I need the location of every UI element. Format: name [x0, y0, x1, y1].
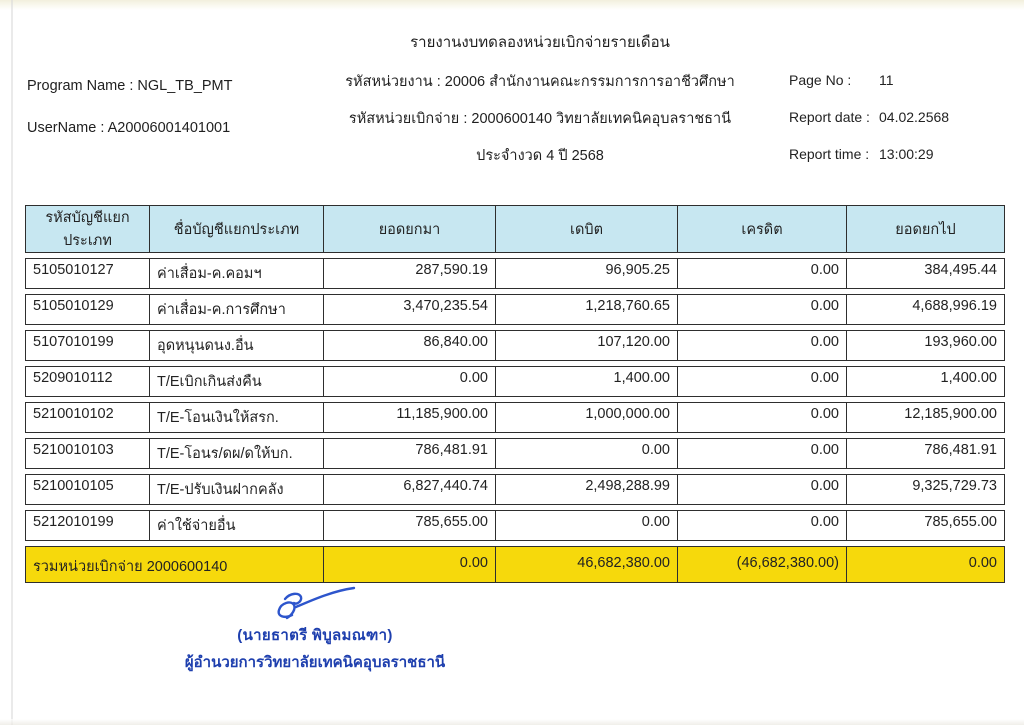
- account-name: T/E-โอนเงินให้สรก.: [149, 403, 323, 432]
- balance: 4,688,996.19: [846, 295, 1004, 324]
- account-code: 5107010199: [33, 334, 114, 350]
- col-header-debit: เดบิต: [495, 206, 677, 252]
- account-name: ค่าใช้จ่ายอื่น: [149, 511, 323, 540]
- signature-block: [150, 585, 480, 674]
- total-carry-forward: 0.00: [323, 547, 495, 582]
- col-header-account-name: ชื่อบัญชีแยกประเภท: [149, 206, 323, 252]
- account-name: T/E-โอนร/ดผ/ดให้บก.: [149, 439, 323, 468]
- account-code: 5210010102: [33, 406, 114, 422]
- account-name: ค่าเสื่อม-ค.การศึกษา: [149, 295, 323, 324]
- col-header-balance: ยอดยกไป: [846, 206, 1004, 252]
- account-name: อุดหนุนดนง.อื่น: [149, 331, 323, 360]
- account-name: ค่าเสื่อม-ค.คอมฯ: [149, 259, 323, 288]
- carry-forward: 3,470,235.54: [323, 295, 495, 324]
- report-time-label: Report time :: [789, 146, 870, 162]
- balance: 785,655.00: [846, 511, 1004, 540]
- program-name-value: NGL_TB_PMT: [137, 78, 233, 94]
- total-debit: 46,682,380.00: [495, 547, 677, 582]
- table-row: [25, 474, 1005, 505]
- col-header-account-code: รหัสบัญชีแยกประเภท: [45, 210, 130, 249]
- account-code: 5210010103: [33, 442, 114, 458]
- balance: 9,325,729.73: [846, 475, 1004, 504]
- account-code: 5210010105: [33, 478, 114, 494]
- total-balance: 0.00: [846, 547, 1004, 582]
- trial-balance-table: [25, 205, 1005, 588]
- report-title: รายงานงบทดลองหน่วยเบิกจ่ายรายเดือน: [410, 34, 670, 51]
- carry-forward: 86,840.00: [323, 331, 495, 360]
- credit: 0.00: [677, 367, 846, 396]
- debit: 107,120.00: [495, 331, 677, 360]
- report-date-label: Report date :: [789, 109, 870, 125]
- credit: 0.00: [677, 475, 846, 504]
- credit: 0.00: [677, 331, 846, 360]
- credit: 0.00: [677, 511, 846, 540]
- credit: 0.00: [677, 403, 846, 432]
- disburse-unit-line: รหัสหน่วยเบิกจ่าย : 2000600140 วิทยาลัยเทคนิคอุบลราชธานี: [348, 111, 732, 127]
- debit: 2,498,288.99: [495, 475, 677, 504]
- total-label: รวมหน่วยเบิกจ่าย 2000600140: [33, 559, 228, 575]
- balance: 384,495.44: [846, 259, 1004, 288]
- scan-edge-left: [11, 0, 13, 725]
- credit: 0.00: [677, 259, 846, 288]
- account-name: T/Eเบิกเกินส่งคืน: [149, 367, 323, 396]
- col-header-credit: เครดิต: [677, 206, 846, 252]
- debit: 1,400.00: [495, 367, 677, 396]
- report-time-value: 13:00:29: [879, 146, 934, 162]
- table-row: [25, 366, 1005, 397]
- scan-edge-bottom: [0, 719, 1024, 725]
- account-code: 5105010129: [33, 298, 114, 314]
- balance: 1,400.00: [846, 367, 1004, 396]
- table-row: [25, 258, 1005, 289]
- username-line: [27, 120, 230, 136]
- table-row: [25, 510, 1005, 541]
- credit: 0.00: [677, 439, 846, 468]
- account-code: 5209010112: [33, 370, 113, 386]
- debit: 0.00: [495, 439, 677, 468]
- account-name: T/E-ปรับเงินฝากคลัง: [149, 475, 323, 504]
- program-name-label: Program Name :: [27, 78, 134, 94]
- table-header-row: [25, 205, 1005, 253]
- carry-forward: 6,827,440.74: [323, 475, 495, 504]
- carry-forward: 287,590.19: [323, 259, 495, 288]
- total-row: [25, 546, 1005, 583]
- debit: 0.00: [495, 511, 677, 540]
- signer-name: (นายธาตรี พิบูลมณฑา): [237, 627, 393, 644]
- carry-forward: 0.00: [323, 367, 495, 396]
- debit: 1,218,760.65: [495, 295, 677, 324]
- signer-title: ผู้อำนวยการวิทยาลัยเทคนิคอุบลราชธานี: [184, 654, 446, 671]
- total-credit: (46,682,380.00): [677, 547, 846, 582]
- col-header-carry-forward: ยอดยกมา: [323, 206, 495, 252]
- table-row: [25, 294, 1005, 325]
- carry-forward: 786,481.91: [323, 439, 495, 468]
- debit: 1,000,000.00: [495, 403, 677, 432]
- period-line: ประจำงวด 4 ปี 2568: [476, 148, 604, 164]
- program-name-line: [27, 78, 233, 94]
- page-no-value: 11: [879, 72, 894, 88]
- balance: 786,481.91: [846, 439, 1004, 468]
- table-row: [25, 438, 1005, 469]
- credit: 0.00: [677, 295, 846, 324]
- debit: 96,905.25: [495, 259, 677, 288]
- balance: 193,960.00: [846, 331, 1004, 360]
- account-code: 5105010127: [33, 262, 114, 278]
- carry-forward: 785,655.00: [323, 511, 495, 540]
- scan-edge-top: [0, 0, 1024, 10]
- agency-line: รหัสหน่วยงาน : 20006 สำนักงานคณะกรรมการการอาชีวศึกษา: [345, 74, 735, 90]
- balance: 12,185,900.00: [846, 403, 1004, 432]
- username-value: A20006001401001: [107, 120, 231, 136]
- table-row: [25, 402, 1005, 433]
- account-code: 5212010199: [33, 514, 114, 530]
- signature-icon: [270, 585, 360, 621]
- page-no-label: Page No :: [789, 72, 852, 88]
- table-row: [25, 330, 1005, 361]
- username-label: UserName :: [27, 120, 105, 136]
- report-date-value: 04.02.2568: [879, 109, 950, 125]
- carry-forward: 11,185,900.00: [323, 403, 495, 432]
